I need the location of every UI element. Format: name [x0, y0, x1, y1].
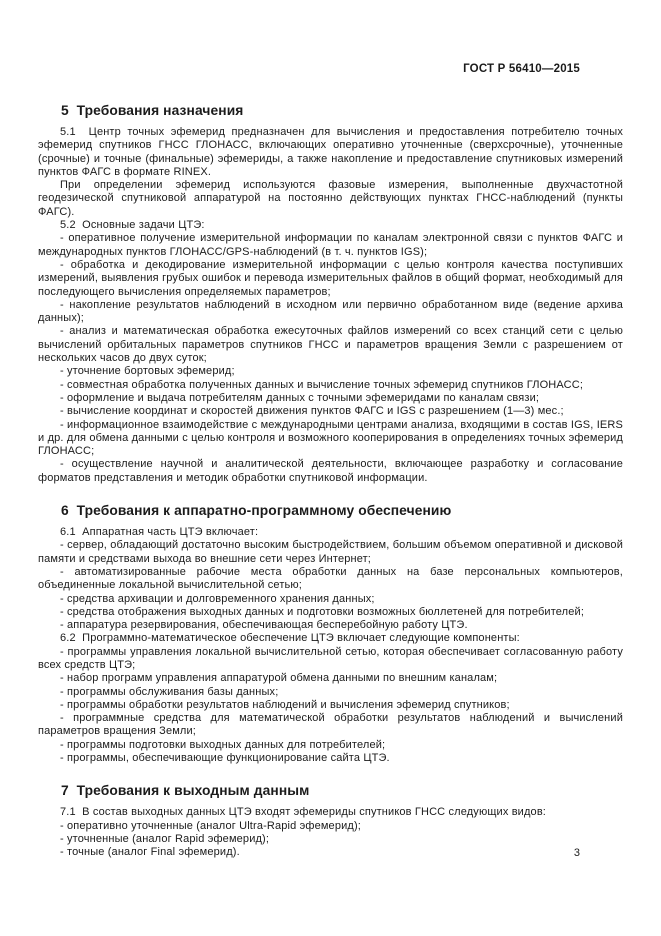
- paragraph: 7.1 В состав выходных данных ЦТЭ входят эфемериды спутников ГНСС следующих видов:: [60, 806, 547, 819]
- page-number: 3: [573, 847, 580, 859]
- list-item: - обработка и декодирование измерительной информации с целью контроля качества поступивших измерений, выявления грубых ошибок и перевода измерительных файлов в общий формат, необходимый для последующего вычисления определяемых параметров;: [38, 258, 623, 298]
- list-item: - уточнение бортовых эфемерид;: [60, 365, 235, 378]
- section-5-title: 5 Требования назначения: [61, 103, 244, 118]
- paragraph: 6.2 Программно-математическое обеспечение ЦТЭ включает следующие компоненты:: [60, 632, 520, 645]
- list-item: - точные (аналог Final эфемерид).: [60, 846, 240, 859]
- list-item: - оформление и выдача потребителям данных с точными эфемеридами по каналам связи;: [60, 391, 540, 404]
- list-item: - средства отображения выходных данных и подготовки возможных бюллетеней для потребителей;: [60, 605, 585, 618]
- list-item: - информационное взаимодействие с международными центрами анализа, входящими в состав IGS, IERS и др. для обмена данными с целью контроля и возможного кооперирования в определениях точных эфемерид ГЛОНАСС;: [38, 418, 623, 458]
- paragraph: При определении эфемерид используются фазовые измерения, выполненные двухчастотной геодезической спутниковой аппаратурой на постоянно действующих пунктах ГНСС-наблюдений (пункты ФАГС).: [38, 179, 623, 218]
- list-item: - программы обслуживания базы данных;: [60, 685, 279, 698]
- list-item: - программные средства для математической обработки результатов наблюдений и вычислений параметров вращения Земли;: [38, 712, 623, 738]
- list-item: - программы обработки результатов наблюдений и вычисления эфемерид спутников;: [60, 698, 510, 711]
- list-item: - средства архивации и долговременного хранения данных;: [60, 592, 375, 605]
- list-item: - вычисление координат и скоростей движения пунктов ФАГС и IGS с разрешением (1—3) мес.;: [60, 405, 564, 418]
- list-item: - программы управления локальной вычислительной сетью, которая обеспечивает согласованную работу всех средств ЦТЭ;: [38, 645, 623, 671]
- list-item: - оперативно уточненные (аналог Ultra-Rapid эфемерид);: [60, 819, 361, 832]
- running-header: ГОСТ Р 56410—2015: [463, 63, 580, 75]
- list-item: - аппаратура резервирования, обеспечивающая бесперебойную работу ЦТЭ.: [60, 619, 468, 632]
- section-6-title: 6 Требования к аппаратно-программному обеспечению: [61, 503, 452, 519]
- list-item: - программы, обеспечивающие функционирование сайта ЦТЭ.: [60, 752, 390, 765]
- list-item: - осуществление научной и аналитической деятельности, включающее разработку и согласование форматов представления и методик обработки спутниковой информации.: [38, 458, 623, 484]
- list-item: - совместная обработка полученных данных и вычисление точных эфемерид спутников ГЛОНАСС;: [60, 378, 584, 391]
- list-item: - набор программ управления аппаратурой обмена данными по внешним каналам;: [60, 672, 498, 685]
- paragraph: 5.1 Центр точных эфемерид предназначен для вычисления и предоставления потребителю точных эфемерид спутников ГНСС ГЛОНАСС, включающих оперативно уточненные (сверхсрочные), уточненные (срочные) и точные (финальные) эфемериды, а также накопление и предоставление спутниковых измерений пунктов ФАГС в формате RINEX.: [38, 126, 623, 178]
- document-body: [38, 76, 623, 860]
- list-item: - уточненные (аналог Rapid эфемерид);: [60, 832, 270, 845]
- list-item: - сервер, обладающий достаточно высоким быстродействием, большим объемом оперативной и дисковой памяти и средствами выхода во внешние сети через Интернет;: [38, 539, 623, 565]
- list-item: - оперативное получение измерительной информации по каналам электронной связи с пунктов ФАГС и международных пунктов ГЛОНАСС/GPS-наблюдений (в т. ч. пунктов IGS);: [38, 232, 623, 258]
- list-item: - анализ и математическая обработка ежесуточных файлов измерений со всех станций сети с целью вычислений орбитальных параметров спутников ГНСС и параметров вращения Земли с разрешением от нескольких часов до двух суток;: [38, 325, 623, 365]
- section-7-title: 7 Требования к выходным данным: [61, 783, 310, 799]
- paragraph: 6.1 Аппаратная часть ЦТЭ включает:: [60, 526, 259, 539]
- list-item: - автоматизированные рабочие места обработки данных на базе персональных компьютеров, объединенные локальной вычислительной сетью;: [38, 565, 623, 592]
- paragraph: 5.2 Основные задачи ЦТЭ:: [60, 219, 205, 232]
- list-item: - программы подготовки выходных данных для потребителей;: [60, 738, 386, 751]
- list-item: - накопление результатов наблюдений в исходном или первично обработанном виде (ведение архива данных);: [38, 298, 623, 325]
